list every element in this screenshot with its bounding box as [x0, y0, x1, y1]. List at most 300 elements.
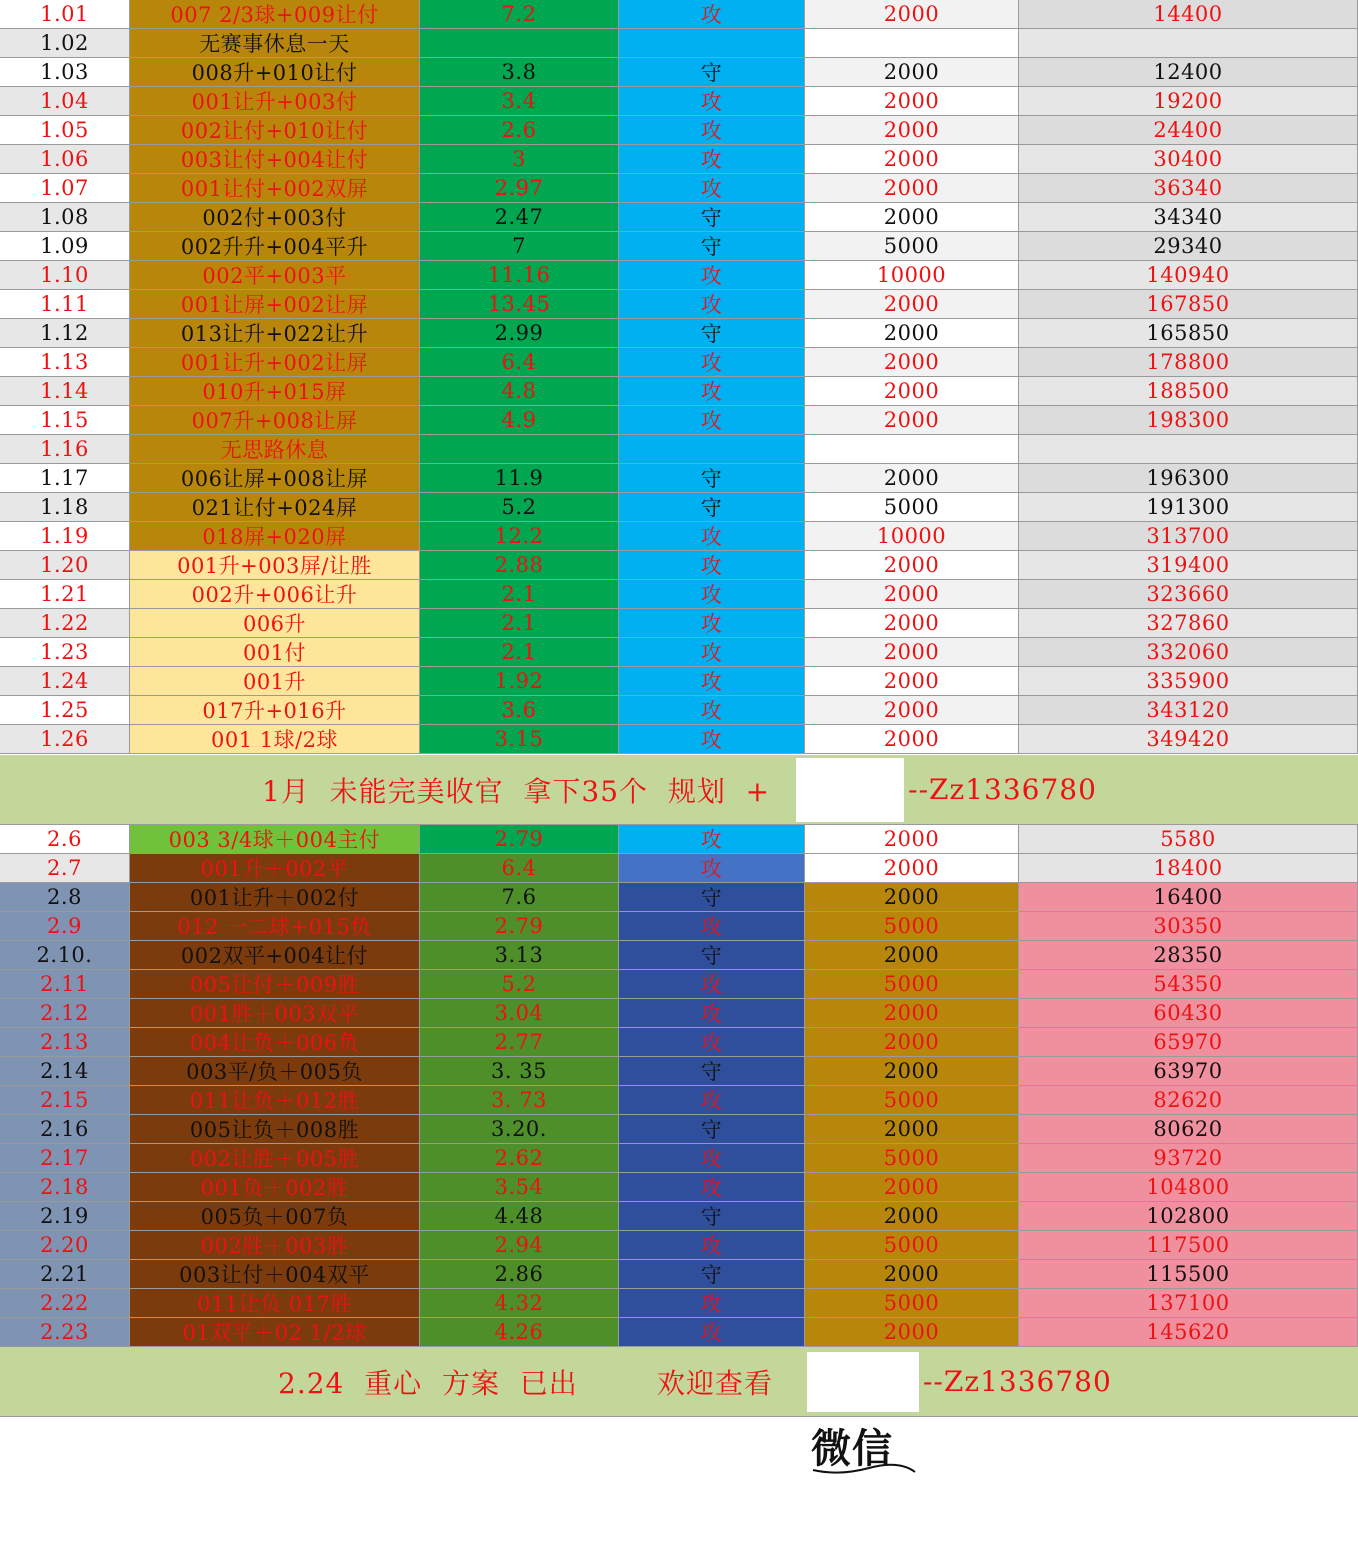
table-row	[0, 348, 1358, 377]
date-cell: 2.12	[0, 999, 130, 1028]
stake-cell: 2000	[805, 464, 1019, 493]
plan-cell: 001让升+003付	[130, 87, 420, 116]
total-cell: 65970	[1019, 1028, 1358, 1057]
table-row	[0, 725, 1358, 754]
total-cell: 349420	[1019, 725, 1358, 754]
date-cell: 2.7	[0, 854, 130, 883]
odds-cell: 3.54	[420, 1173, 619, 1202]
total-cell: 332060	[1019, 638, 1358, 667]
table-row	[0, 1260, 1358, 1289]
stake-cell: 2000	[805, 145, 1019, 174]
mode-cell: 攻	[619, 696, 805, 725]
stake-cell: 2000	[805, 319, 1019, 348]
date-cell: 1.19	[0, 522, 130, 551]
table-row	[0, 1231, 1358, 1260]
stake-cell: 2000	[805, 1173, 1019, 1202]
total-cell: 12400	[1019, 58, 1358, 87]
date-cell: 1.20	[0, 551, 130, 580]
mode-cell: 攻	[619, 1318, 805, 1347]
odds-cell: 3	[420, 145, 619, 174]
odds-cell: 2.97	[420, 174, 619, 203]
mode-cell: 守	[619, 941, 805, 970]
wechat-logo	[796, 758, 904, 822]
table-row	[0, 493, 1358, 522]
total-cell: 30400	[1019, 145, 1358, 174]
mode-cell: 攻	[619, 999, 805, 1028]
banner-contact: --Zz1336780	[922, 1365, 1112, 1398]
total-cell: 34340	[1019, 203, 1358, 232]
stake-cell: 2000	[805, 116, 1019, 145]
total-cell: 115500	[1019, 1260, 1358, 1289]
stake-cell: 5000	[805, 493, 1019, 522]
date-cell: 2.9	[0, 912, 130, 941]
plan-cell: 002让胜＋005胜	[130, 1144, 420, 1173]
plan-cell: 002胜＋003胜	[130, 1231, 420, 1260]
total-cell: 167850	[1019, 290, 1358, 319]
table-row	[0, 580, 1358, 609]
stake-cell: 10000	[805, 261, 1019, 290]
plan-cell: 004让负＋006负	[130, 1028, 420, 1057]
odds-cell: 2.1	[420, 609, 619, 638]
date-cell: 2.18	[0, 1173, 130, 1202]
plan-cell: 001 1球/2球	[130, 725, 420, 754]
stake-cell: 2000	[805, 203, 1019, 232]
plan-cell: 002双平+004让付	[130, 941, 420, 970]
odds-cell: 2.62	[420, 1144, 619, 1173]
date-cell: 1.15	[0, 406, 130, 435]
stake-cell: 2000	[805, 667, 1019, 696]
odds-cell: 2.99	[420, 319, 619, 348]
plan-cell: 006让屏+008让屏	[130, 464, 420, 493]
date-cell: 1.01	[0, 0, 130, 29]
plan-cell: 01双平＋02 1/2球	[130, 1318, 420, 1347]
date-cell: 2.6	[0, 825, 130, 854]
table-row	[0, 203, 1358, 232]
table-row	[0, 319, 1358, 348]
stake-cell: 2000	[805, 551, 1019, 580]
table-row	[0, 970, 1358, 999]
total-cell: 93720	[1019, 1144, 1358, 1173]
table-row	[0, 1144, 1358, 1173]
odds-cell: 11.16	[420, 261, 619, 290]
table-row	[0, 406, 1358, 435]
date-cell: 1.25	[0, 696, 130, 725]
plan-cell: 001让升＋002付	[130, 883, 420, 912]
odds-cell: 2.1	[420, 580, 619, 609]
plan-cell: 013让升+022让升	[130, 319, 420, 348]
date-cell: 1.21	[0, 580, 130, 609]
plan-cell: 003让付+004让付	[130, 145, 420, 174]
date-cell: 1.07	[0, 174, 130, 203]
date-cell: 2.8	[0, 883, 130, 912]
total-cell: 137100	[1019, 1289, 1358, 1318]
date-cell: 1.14	[0, 377, 130, 406]
total-cell: 54350	[1019, 970, 1358, 999]
stake-cell: 2000	[805, 290, 1019, 319]
table-row	[0, 261, 1358, 290]
total-cell: 196300	[1019, 464, 1358, 493]
mode-cell: 攻	[619, 0, 805, 29]
odds-cell: 4.48	[420, 1202, 619, 1231]
stake-cell: 2000	[805, 825, 1019, 854]
odds-cell: 11.9	[420, 464, 619, 493]
table-row	[0, 87, 1358, 116]
table-row	[0, 1173, 1358, 1202]
total-cell: 36340	[1019, 174, 1358, 203]
plan-cell: 005让负＋008胜	[130, 1115, 420, 1144]
stake-cell: 2000	[805, 580, 1019, 609]
odds-cell: 3.8	[420, 58, 619, 87]
table-row	[0, 145, 1358, 174]
table-row	[0, 883, 1358, 912]
plan-cell: 003平/负＋005负	[130, 1057, 420, 1086]
stake-cell: 2000	[805, 1115, 1019, 1144]
stake-cell: 5000	[805, 1144, 1019, 1173]
stake-cell: 2000	[805, 58, 1019, 87]
total-cell: 102800	[1019, 1202, 1358, 1231]
date-cell: 2.16	[0, 1115, 130, 1144]
mode-cell: 攻	[619, 609, 805, 638]
mode-cell: 攻	[619, 725, 805, 754]
mode-cell: 攻	[619, 1173, 805, 1202]
table-row	[0, 1057, 1358, 1086]
date-cell: 1.04	[0, 87, 130, 116]
mode-cell: 守	[619, 232, 805, 261]
odds-cell: 7.6	[420, 883, 619, 912]
total-cell: 63970	[1019, 1057, 1358, 1086]
stake-cell: 2000	[805, 1028, 1019, 1057]
date-cell: 1.18	[0, 493, 130, 522]
plan-cell: 001让升+002让屏	[130, 348, 420, 377]
table-row	[0, 58, 1358, 87]
total-cell: 24400	[1019, 116, 1358, 145]
mode-cell: 攻	[619, 174, 805, 203]
plan-cell: 006升	[130, 609, 420, 638]
odds-cell: 13.45	[420, 290, 619, 319]
plan-cell: 007 2/3球+009让付	[130, 0, 420, 29]
total-cell: 327860	[1019, 609, 1358, 638]
total-cell: 343120	[1019, 696, 1358, 725]
odds-cell: 3.4	[420, 87, 619, 116]
date-cell: 2.17	[0, 1144, 130, 1173]
odds-cell: 2.1	[420, 638, 619, 667]
stake-cell: 2000	[805, 0, 1019, 29]
stake-cell: 2000	[805, 638, 1019, 667]
table-row	[0, 1086, 1358, 1115]
stake-cell: 2000	[805, 87, 1019, 116]
mode-cell	[619, 435, 805, 464]
mode-cell	[619, 29, 805, 58]
total-cell: 178800	[1019, 348, 1358, 377]
table-row	[0, 825, 1358, 854]
mode-cell: 攻	[619, 551, 805, 580]
table-row	[0, 377, 1358, 406]
mode-cell: 守	[619, 1260, 805, 1289]
total-cell: 30350	[1019, 912, 1358, 941]
banner-text: 1月 未能完美收官 拿下35个 规划 +	[262, 774, 771, 808]
odds-cell: 7	[420, 232, 619, 261]
stake-cell: 2000	[805, 1260, 1019, 1289]
date-cell: 2.13	[0, 1028, 130, 1057]
total-cell: 165850	[1019, 319, 1358, 348]
date-cell: 1.08	[0, 203, 130, 232]
mode-cell: 攻	[619, 1231, 805, 1260]
plan-cell: 012 一二球+015负	[130, 912, 420, 941]
plan-cell: 008升+010让付	[130, 58, 420, 87]
odds-cell: 3. 35	[420, 1057, 619, 1086]
plan-cell: 001付	[130, 638, 420, 667]
odds-cell: 2.94	[420, 1231, 619, 1260]
stake-cell: 2000	[805, 1318, 1019, 1347]
mode-cell: 攻	[619, 667, 805, 696]
plan-cell: 002升升+004平升	[130, 232, 420, 261]
odds-cell: 6.4	[420, 854, 619, 883]
date-cell: 1.03	[0, 58, 130, 87]
mode-cell: 守	[619, 1202, 805, 1231]
date-cell: 1.06	[0, 145, 130, 174]
table-row	[0, 941, 1358, 970]
total-cell	[1019, 435, 1358, 464]
total-cell: 16400	[1019, 883, 1358, 912]
table-row	[0, 609, 1358, 638]
total-cell: 145620	[1019, 1318, 1358, 1347]
mode-cell: 守	[619, 1115, 805, 1144]
odds-cell: 4.8	[420, 377, 619, 406]
date-cell: 1.23	[0, 638, 130, 667]
odds-cell: 3.20.	[420, 1115, 619, 1144]
date-cell: 2.22	[0, 1289, 130, 1318]
date-cell: 1.05	[0, 116, 130, 145]
table-row	[0, 912, 1358, 941]
total-cell: 14400	[1019, 0, 1358, 29]
total-cell: 319400	[1019, 551, 1358, 580]
date-cell: 1.10	[0, 261, 130, 290]
odds-cell: 3.13	[420, 941, 619, 970]
date-cell: 1.12	[0, 319, 130, 348]
table-row	[0, 1318, 1358, 1347]
odds-cell: 3. 73	[420, 1086, 619, 1115]
plan-cell: 003让付＋004双平	[130, 1260, 420, 1289]
stake-cell: 2000	[805, 377, 1019, 406]
table-row	[0, 290, 1358, 319]
stake-cell: 2000	[805, 348, 1019, 377]
stake-cell: 2000	[805, 609, 1019, 638]
wechat-calligraphy-icon	[807, 1418, 919, 1478]
stake-cell: 2000	[805, 406, 1019, 435]
table-row	[0, 435, 1358, 464]
table-row	[0, 999, 1358, 1028]
wechat-logo	[807, 1352, 919, 1472]
total-cell: 198300	[1019, 406, 1358, 435]
mode-cell: 攻	[619, 348, 805, 377]
date-cell: 2.15	[0, 1086, 130, 1115]
total-cell: 117500	[1019, 1231, 1358, 1260]
stake-cell: 10000	[805, 522, 1019, 551]
table-row	[0, 0, 1358, 29]
svg-text:微信: 微信	[810, 1424, 893, 1472]
odds-cell: 12.2	[420, 522, 619, 551]
mode-cell: 攻	[619, 116, 805, 145]
table-row	[0, 29, 1358, 58]
total-cell: 28350	[1019, 941, 1358, 970]
plan-cell: 011让负＋012胜	[130, 1086, 420, 1115]
stake-cell: 5000	[805, 1086, 1019, 1115]
stake-cell: 2000	[805, 696, 1019, 725]
odds-cell: 7.2	[420, 0, 619, 29]
mode-cell: 攻	[619, 580, 805, 609]
odds-cell: 2.88	[420, 551, 619, 580]
stake-cell: 5000	[805, 912, 1019, 941]
date-cell: 2.14	[0, 1057, 130, 1086]
stake-cell: 5000	[805, 232, 1019, 261]
plan-cell: 001升＋002平	[130, 854, 420, 883]
plan-cell: 005让付＋009胜	[130, 970, 420, 999]
plan-cell: 005负＋007负	[130, 1202, 420, 1231]
plan-cell: 002平+003平	[130, 261, 420, 290]
odds-cell	[420, 29, 619, 58]
date-cell: 2.19	[0, 1202, 130, 1231]
banner-contact: --Zz1336780	[908, 773, 1097, 806]
table-row	[0, 1289, 1358, 1318]
total-cell: 313700	[1019, 522, 1358, 551]
stake-cell: 2000	[805, 1202, 1019, 1231]
stake-cell: 5000	[805, 970, 1019, 999]
plan-cell: 018屏+020屏	[130, 522, 420, 551]
stake-cell: 2000	[805, 1057, 1019, 1086]
date-cell: 1.09	[0, 232, 130, 261]
mode-cell: 守	[619, 319, 805, 348]
february-summary-banner	[0, 1347, 1358, 1472]
january-summary-banner	[0, 755, 1358, 825]
date-cell: 1.17	[0, 464, 130, 493]
date-cell: 2.11	[0, 970, 130, 999]
mode-cell: 攻	[619, 290, 805, 319]
table-row	[0, 464, 1358, 493]
total-cell: 82620	[1019, 1086, 1358, 1115]
total-cell: 5580	[1019, 825, 1358, 854]
mode-cell: 攻	[619, 970, 805, 999]
stake-cell: 2000	[805, 999, 1019, 1028]
plan-cell: 002让付+010让付	[130, 116, 420, 145]
mode-cell: 守	[619, 883, 805, 912]
plan-cell: 001让付+002双屏	[130, 174, 420, 203]
mode-cell: 攻	[619, 1086, 805, 1115]
mode-cell: 守	[619, 493, 805, 522]
stake-cell: 2000	[805, 883, 1019, 912]
table-row	[0, 551, 1358, 580]
plan-cell: 001负＋002胜	[130, 1173, 420, 1202]
plan-cell: 017升+016升	[130, 696, 420, 725]
table-row	[0, 638, 1358, 667]
total-cell: 80620	[1019, 1115, 1358, 1144]
mode-cell: 攻	[619, 912, 805, 941]
total-cell: 19200	[1019, 87, 1358, 116]
table-row	[0, 522, 1358, 551]
date-cell: 1.22	[0, 609, 130, 638]
mode-cell: 攻	[619, 1028, 805, 1057]
stake-cell: 2000	[805, 941, 1019, 970]
mode-cell: 攻	[619, 406, 805, 435]
table-row	[0, 667, 1358, 696]
mode-cell: 攻	[619, 1144, 805, 1173]
plan-cell: 007升+008让屏	[130, 406, 420, 435]
date-cell: 1.26	[0, 725, 130, 754]
odds-cell: 2.47	[420, 203, 619, 232]
odds-cell	[420, 435, 619, 464]
stake-cell: 2000	[805, 854, 1019, 883]
plan-cell: 001胜＋003双平	[130, 999, 420, 1028]
odds-cell: 1.92	[420, 667, 619, 696]
mode-cell: 攻	[619, 1289, 805, 1318]
mode-cell: 攻	[619, 825, 805, 854]
plan-cell: 002升+006让升	[130, 580, 420, 609]
stake-cell: 5000	[805, 1231, 1019, 1260]
mode-cell: 攻	[619, 854, 805, 883]
plan-cell: 010升+015屏	[130, 377, 420, 406]
mode-cell: 攻	[619, 261, 805, 290]
total-cell: 29340	[1019, 232, 1358, 261]
mode-cell: 攻	[619, 377, 805, 406]
date-cell: 2.23	[0, 1318, 130, 1347]
mode-cell: 攻	[619, 522, 805, 551]
date-cell: 1.16	[0, 435, 130, 464]
date-cell: 2.10.	[0, 941, 130, 970]
total-cell: 60430	[1019, 999, 1358, 1028]
odds-cell: 2.6	[420, 116, 619, 145]
total-cell: 188500	[1019, 377, 1358, 406]
odds-cell: 4.26	[420, 1318, 619, 1347]
stake-cell	[805, 435, 1019, 464]
table-row	[0, 1115, 1358, 1144]
mode-cell: 守	[619, 1057, 805, 1086]
date-cell: 1.24	[0, 667, 130, 696]
odds-cell: 3.15	[420, 725, 619, 754]
plan-cell: 无赛事休息一天	[130, 29, 420, 58]
table-row	[0, 1028, 1358, 1057]
stake-cell: 2000	[805, 725, 1019, 754]
odds-cell: 3.6	[420, 696, 619, 725]
odds-cell: 4.32	[420, 1289, 619, 1318]
mode-cell: 守	[619, 464, 805, 493]
date-cell: 1.11	[0, 290, 130, 319]
total-cell: 323660	[1019, 580, 1358, 609]
odds-cell: 6.4	[420, 348, 619, 377]
date-cell: 2.20	[0, 1231, 130, 1260]
total-cell: 191300	[1019, 493, 1358, 522]
date-cell: 2.21	[0, 1260, 130, 1289]
plan-cell: 021让付+024屏	[130, 493, 420, 522]
table-row	[0, 854, 1358, 883]
table-row	[0, 116, 1358, 145]
odds-cell: 2.86	[420, 1260, 619, 1289]
table-row	[0, 232, 1358, 261]
total-cell: 18400	[1019, 854, 1358, 883]
odds-cell: 4.9	[420, 406, 619, 435]
mode-cell: 攻	[619, 638, 805, 667]
mode-cell: 守	[619, 58, 805, 87]
plan-cell: 001升	[130, 667, 420, 696]
stake-cell	[805, 29, 1019, 58]
odds-cell: 2.79	[420, 825, 619, 854]
odds-cell: 5.2	[420, 493, 619, 522]
plan-cell: 003 3/4球＋004主付	[130, 825, 420, 854]
stake-cell: 2000	[805, 174, 1019, 203]
total-cell: 104800	[1019, 1173, 1358, 1202]
table-row	[0, 696, 1358, 725]
mode-cell: 守	[619, 203, 805, 232]
stake-cell: 5000	[805, 1289, 1019, 1318]
total-cell: 140940	[1019, 261, 1358, 290]
